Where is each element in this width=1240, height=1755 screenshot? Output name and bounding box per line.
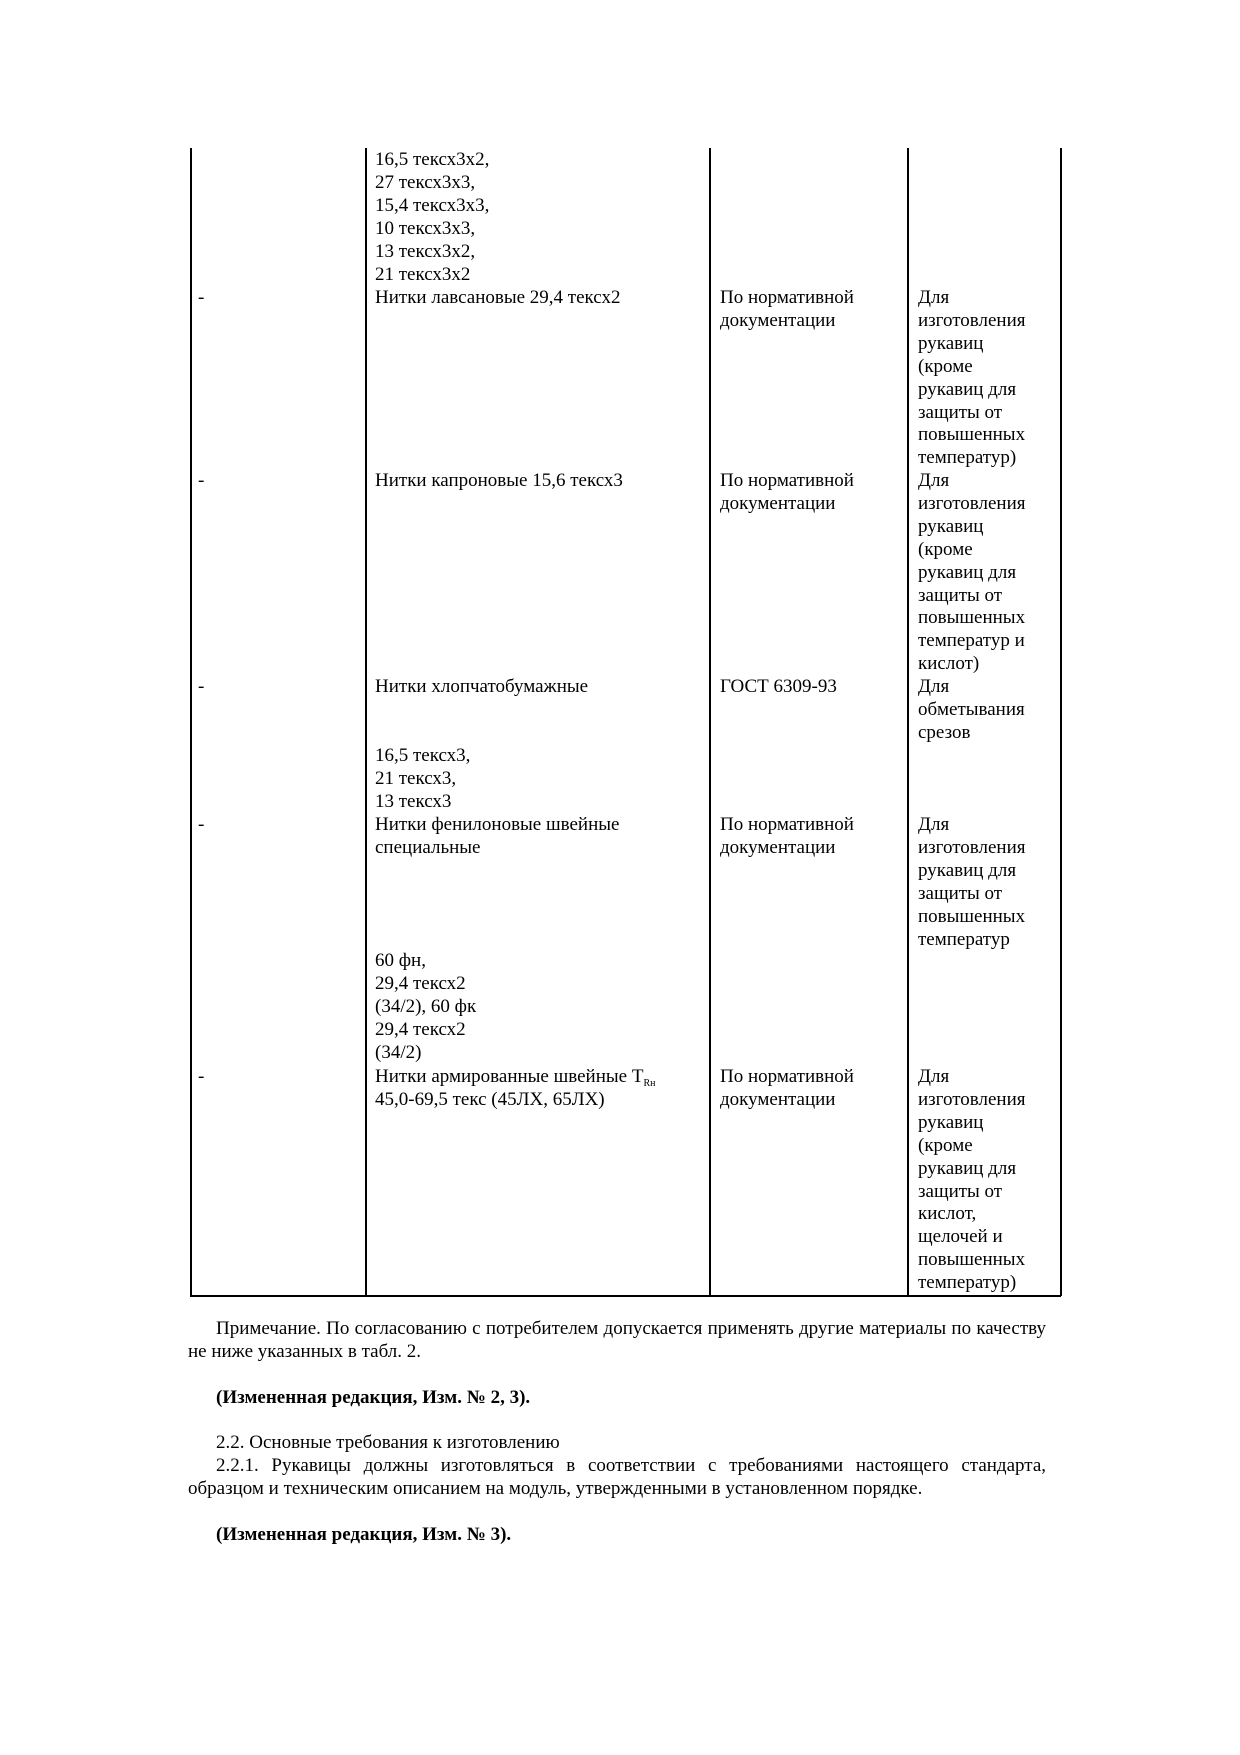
row-marker: -: [198, 287, 205, 308]
table-column-divider: [365, 148, 367, 1296]
row-marker: -: [198, 470, 205, 491]
row-marker: -: [198, 814, 205, 835]
revision-note: (Измененная редакция, Изм. № 3).: [216, 1524, 512, 1545]
material-name: Нитки лавсановые 29,4 тексх2: [375, 287, 621, 308]
row-marker: -: [198, 676, 205, 697]
material-spec: 16,5 тексх3, 21 тексх3, 13 тексх3: [375, 745, 471, 812]
purpose: Для изготовления рукавиц (кроме рукавиц для защиты от повышенных температур и кислот): [918, 470, 1026, 675]
standard-doc: ГОСТ 6309-93: [720, 676, 837, 697]
purpose: Для изготовления рукавиц (кроме рукавиц для защиты от кислот, щелочей и повышенных температур): [918, 1066, 1026, 1294]
table-border-right: [1060, 148, 1062, 1296]
table-continued-cell: 16,5 тексх3х2, 27 тексх3х3, 15,4 тексх3х3, 10 тексх3х3, 13 тексх3х2, 21 тексх3х2: [375, 149, 490, 285]
table-border-left: [190, 148, 192, 1296]
table-column-divider: [709, 148, 711, 1296]
row-marker: -: [198, 1066, 205, 1087]
clause-text: 2.2.1. Рукавицы должны изготовляться в соответствии с требованиями настоящего стандарта, образцом и техническим описанием на модуль, утвержденными в установленном порядке.: [188, 1455, 1046, 1499]
standard-doc: По нормативной документации: [720, 287, 854, 331]
section-heading: 2.2. Основные требования к изготовлению: [216, 1432, 560, 1453]
purpose: Для обметывания срезов: [918, 676, 1025, 743]
standard-doc: По нормативной документации: [720, 470, 854, 514]
standard-doc: По нормативной документации: [720, 1066, 854, 1110]
table-column-divider: [907, 148, 909, 1296]
material-name: Нитки хлопчатобумажные: [375, 676, 589, 697]
material-name: Нитки фенилоновые швейные специальные: [375, 814, 620, 858]
revision-note: (Измененная редакция, Изм. № 2, 3).: [216, 1387, 531, 1408]
table-border-bottom: [190, 1295, 1061, 1297]
material-name: Нитки армированные швейные $Т_{Rн}$ 45,0-69,5 текс (45ЛХ, 65ЛХ): [375, 1066, 656, 1110]
purpose: Для изготовления рукавиц для защиты от повышенных температур: [918, 814, 1026, 950]
purpose: Для изготовления рукавиц (кроме рукавиц для защиты от повышенных температур): [918, 287, 1026, 469]
table-note: Примечание. По согласованию с потребителем допускается применять другие материалы по качеству не ниже указанных в табл. 2.: [188, 1318, 1046, 1362]
material-name: Нитки капроновые 15,6 тексх3: [375, 470, 623, 491]
material-spec: 60 фн, 29,4 тексх2 (34/2), 60 фк 29,4 тексх2 (34/2): [375, 950, 477, 1063]
standard-doc: По нормативной документации: [720, 814, 854, 858]
